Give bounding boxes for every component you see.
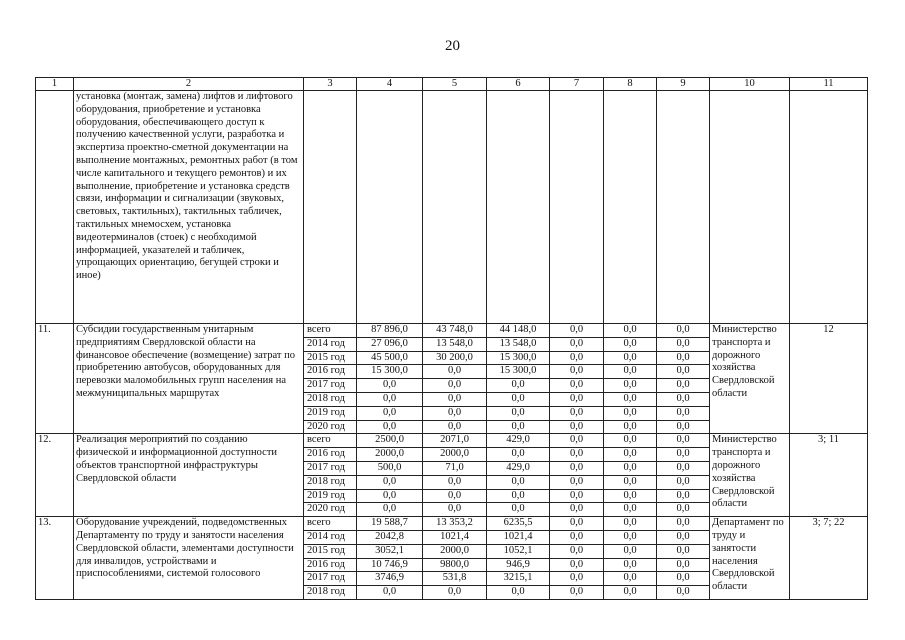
amount-cell: 0,0 <box>487 379 550 393</box>
amount-cell: 0,0 <box>550 392 604 406</box>
empty-cell <box>790 91 868 324</box>
empty-cell <box>423 91 487 324</box>
amount-cell: 0,0 <box>550 351 604 365</box>
amount-cell: 0,0 <box>423 392 487 406</box>
amount-cell: 500,0 <box>357 461 423 475</box>
executor-cell: Департамент по труду и занятости населения Свердловской области <box>710 517 790 600</box>
amount-cell: 13 548,0 <box>487 337 550 351</box>
amount-cell: 10 746,9 <box>357 558 423 572</box>
amount-cell: 531,8 <box>423 572 487 586</box>
amount-cell: 0,0 <box>604 475 657 489</box>
amount-cell: 0,0 <box>550 406 604 420</box>
amount-cell: 0,0 <box>487 406 550 420</box>
table-row <box>36 517 868 531</box>
header-cell: 11 <box>790 78 868 91</box>
amount-cell: 2071,0 <box>423 434 487 448</box>
amount-cell: 0,0 <box>657 448 710 462</box>
amount-cell: 0,0 <box>604 434 657 448</box>
item-description: Реализация мероприятий по созданию физической и информационной доступности объектов транспортной инфраструктуры Свердловской области <box>74 434 304 517</box>
amount-cell: 0,0 <box>550 517 604 531</box>
executor-cell: Министерство транспорта и дорожного хозяйства Свердловской области <box>710 434 790 517</box>
amount-cell: 15 300,0 <box>357 365 423 379</box>
continuation-row <box>36 91 868 324</box>
amount-cell: 0,0 <box>550 448 604 462</box>
amount-cell: 0,0 <box>357 475 423 489</box>
year-label: 2019 год <box>304 406 357 420</box>
amount-cell: 0,0 <box>657 586 710 600</box>
amount-cell: 0,0 <box>657 475 710 489</box>
amount-cell: 9800,0 <box>423 558 487 572</box>
year-label: всего <box>304 434 357 448</box>
amount-cell: 0,0 <box>604 351 657 365</box>
amount-cell: 27 096,0 <box>357 337 423 351</box>
amount-cell: 2000,0 <box>357 448 423 462</box>
amount-cell: 0,0 <box>550 489 604 503</box>
empty-cell <box>550 91 604 324</box>
amount-cell: 0,0 <box>604 365 657 379</box>
amount-cell: 0,0 <box>657 544 710 558</box>
amount-cell: 0,0 <box>657 406 710 420</box>
amount-cell: 0,0 <box>423 503 487 517</box>
amount-cell: 0,0 <box>657 392 710 406</box>
header-cell: 9 <box>657 78 710 91</box>
amount-cell: 0,0 <box>657 558 710 572</box>
table-row <box>36 324 868 338</box>
amount-cell: 0,0 <box>357 420 423 434</box>
amount-cell: 2000,0 <box>423 544 487 558</box>
amount-cell: 0,0 <box>604 517 657 531</box>
amount-cell: 45 500,0 <box>357 351 423 365</box>
year-label: 2020 год <box>304 503 357 517</box>
year-label: 2016 год <box>304 558 357 572</box>
header-cell: 10 <box>710 78 790 91</box>
amount-cell: 0,0 <box>487 420 550 434</box>
year-label: 2014 год <box>304 530 357 544</box>
amount-cell: 3052,1 <box>357 544 423 558</box>
item-number: 13. <box>36 517 74 600</box>
amount-cell: 1021,4 <box>487 530 550 544</box>
amount-cell: 0,0 <box>423 406 487 420</box>
amount-cell: 0,0 <box>657 517 710 531</box>
year-label: 2016 год <box>304 448 357 462</box>
target-indicator-cell: 3; 7; 22 <box>790 517 868 600</box>
item-description: Оборудование учреждений, подведомственных Департаменту по труду и занятости населения Свердловской области, элементами доступности для инвалидов, устройствами и приспособлениями, системой голосового <box>74 517 304 600</box>
amount-cell: 946,9 <box>487 558 550 572</box>
amount-cell: 0,0 <box>357 586 423 600</box>
empty-cell <box>487 91 550 324</box>
amount-cell: 19 588,7 <box>357 517 423 531</box>
target-indicator-cell: 12 <box>790 324 868 434</box>
amount-cell: 0,0 <box>657 434 710 448</box>
amount-cell: 0,0 <box>550 461 604 475</box>
year-label: 2018 год <box>304 392 357 406</box>
amount-cell: 0,0 <box>550 420 604 434</box>
header-cell: 8 <box>604 78 657 91</box>
amount-cell: 0,0 <box>357 503 423 517</box>
amount-cell: 0,0 <box>657 461 710 475</box>
amount-cell: 0,0 <box>604 503 657 517</box>
amount-cell: 0,0 <box>604 392 657 406</box>
amount-cell: 0,0 <box>487 503 550 517</box>
amount-cell: 0,0 <box>550 434 604 448</box>
amount-cell: 0,0 <box>657 503 710 517</box>
amount-cell: 1021,4 <box>423 530 487 544</box>
amount-cell: 0,0 <box>550 586 604 600</box>
amount-cell: 0,0 <box>423 586 487 600</box>
amount-cell: 0,0 <box>550 337 604 351</box>
amount-cell: 1052,1 <box>487 544 550 558</box>
amount-cell: 0,0 <box>487 586 550 600</box>
amount-cell: 30 200,0 <box>423 351 487 365</box>
amount-cell: 0,0 <box>357 406 423 420</box>
amount-cell: 44 148,0 <box>487 324 550 338</box>
amount-cell: 0,0 <box>604 337 657 351</box>
amount-cell: 0,0 <box>604 379 657 393</box>
item-number: 12. <box>36 434 74 517</box>
amount-cell: 0,0 <box>657 489 710 503</box>
amount-cell: 0,0 <box>657 379 710 393</box>
amount-cell: 0,0 <box>604 489 657 503</box>
year-label: 2017 год <box>304 572 357 586</box>
header-cell: 5 <box>423 78 487 91</box>
amount-cell: 0,0 <box>487 489 550 503</box>
amount-cell: 0,0 <box>657 572 710 586</box>
amount-cell: 0,0 <box>604 572 657 586</box>
header-row <box>36 78 868 91</box>
amount-cell: 0,0 <box>550 530 604 544</box>
amount-cell: 0,0 <box>550 379 604 393</box>
amount-cell: 0,0 <box>657 337 710 351</box>
amount-cell: 15 300,0 <box>487 365 550 379</box>
header-cell: 4 <box>357 78 423 91</box>
page-number: 20 <box>445 38 460 54</box>
amount-cell: 13 548,0 <box>423 337 487 351</box>
year-label: 2018 год <box>304 586 357 600</box>
amount-cell: 0,0 <box>657 420 710 434</box>
program-table <box>35 77 868 600</box>
year-label: 2019 год <box>304 489 357 503</box>
amount-cell: 0,0 <box>604 586 657 600</box>
amount-cell: 0,0 <box>604 558 657 572</box>
item-description: Субсидии государственным унитарным предприятиям Свердловской области на финансовое обеспечение (возмещение) затрат по приобретению автобусов, оборудованных для перевозки маломобильных групп населения на межмуниципальных маршрутах <box>74 324 304 434</box>
amount-cell: 2042,8 <box>357 530 423 544</box>
amount-cell: 0,0 <box>357 379 423 393</box>
amount-cell: 0,0 <box>550 365 604 379</box>
year-label: 2017 год <box>304 379 357 393</box>
item-number: 11. <box>36 324 74 434</box>
amount-cell: 3215,1 <box>487 572 550 586</box>
year-label: 2017 год <box>304 461 357 475</box>
amount-cell: 0,0 <box>423 489 487 503</box>
amount-cell: 0,0 <box>604 530 657 544</box>
year-label: 2020 год <box>304 420 357 434</box>
amount-cell: 2500,0 <box>357 434 423 448</box>
year-label: 2016 год <box>304 365 357 379</box>
amount-cell: 0,0 <box>550 324 604 338</box>
amount-cell: 87 896,0 <box>357 324 423 338</box>
amount-cell: 0,0 <box>604 324 657 338</box>
year-label: 2015 год <box>304 351 357 365</box>
amount-cell: 3746,9 <box>357 572 423 586</box>
amount-cell: 71,0 <box>423 461 487 475</box>
empty-cell <box>357 91 423 324</box>
amount-cell: 0,0 <box>487 392 550 406</box>
amount-cell: 429,0 <box>487 461 550 475</box>
header-cell: 1 <box>36 78 74 91</box>
empty-cell <box>710 91 790 324</box>
table-row <box>36 434 868 448</box>
amount-cell: 0,0 <box>604 448 657 462</box>
amount-cell: 0,0 <box>423 365 487 379</box>
year-label: 2018 год <box>304 475 357 489</box>
amount-cell: 2000,0 <box>423 448 487 462</box>
amount-cell: 0,0 <box>550 503 604 517</box>
header-cell: 7 <box>550 78 604 91</box>
amount-cell: 0,0 <box>550 558 604 572</box>
amount-cell: 13 353,2 <box>423 517 487 531</box>
year-label: 2015 год <box>304 544 357 558</box>
amount-cell: 15 300,0 <box>487 351 550 365</box>
amount-cell: 429,0 <box>487 434 550 448</box>
amount-cell: 0,0 <box>423 379 487 393</box>
amount-cell: 0,0 <box>657 530 710 544</box>
empty-cell <box>304 91 357 324</box>
header-cell: 6 <box>487 78 550 91</box>
amount-cell: 0,0 <box>550 544 604 558</box>
amount-cell: 0,0 <box>604 461 657 475</box>
amount-cell: 43 748,0 <box>423 324 487 338</box>
year-label: всего <box>304 517 357 531</box>
amount-cell: 0,0 <box>423 420 487 434</box>
amount-cell: 0,0 <box>357 392 423 406</box>
amount-cell: 0,0 <box>657 324 710 338</box>
amount-cell: 0,0 <box>604 406 657 420</box>
empty-cell <box>657 91 710 324</box>
target-indicator-cell: 3; 11 <box>790 434 868 517</box>
amount-cell: 0,0 <box>657 365 710 379</box>
amount-cell: 0,0 <box>357 489 423 503</box>
amount-cell: 0,0 <box>604 420 657 434</box>
amount-cell: 0,0 <box>657 351 710 365</box>
year-label: 2014 год <box>304 337 357 351</box>
year-label: всего <box>304 324 357 338</box>
amount-cell: 0,0 <box>423 475 487 489</box>
empty-cell <box>604 91 657 324</box>
executor-cell: Министерство транспорта и дорожного хозяйства Свердловской области <box>710 324 790 434</box>
amount-cell: 0,0 <box>487 448 550 462</box>
amount-cell: 0,0 <box>550 572 604 586</box>
amount-cell: 0,0 <box>550 475 604 489</box>
amount-cell: 0,0 <box>487 475 550 489</box>
amount-cell: 0,0 <box>604 544 657 558</box>
continuation-text: установка (монтаж, замена) лифтов и лифтового оборудования, приобретение и установка оборудования, обеспечивающего доступ к получению качественной услуги, разработка и экспертиза проектно-сметной документации на выполнение монтажных, ремонтных работ (в том числе капитального и текущего ремонтов) и их выполнение, приобретение и установка средств связи, информации и сигнализации (звуковых, световых, тактильных), тактильных табличек, тактильных мнемосхем, установка видеотерминалов (стоек) с необходимой информацией, указателей и табличек, упрощающих ориентацию, бегущей строки и иное) <box>74 91 304 324</box>
empty-cell <box>36 91 74 324</box>
header-cell: 2 <box>74 78 304 91</box>
amount-cell: 6235,5 <box>487 517 550 531</box>
header-cell: 3 <box>304 78 357 91</box>
